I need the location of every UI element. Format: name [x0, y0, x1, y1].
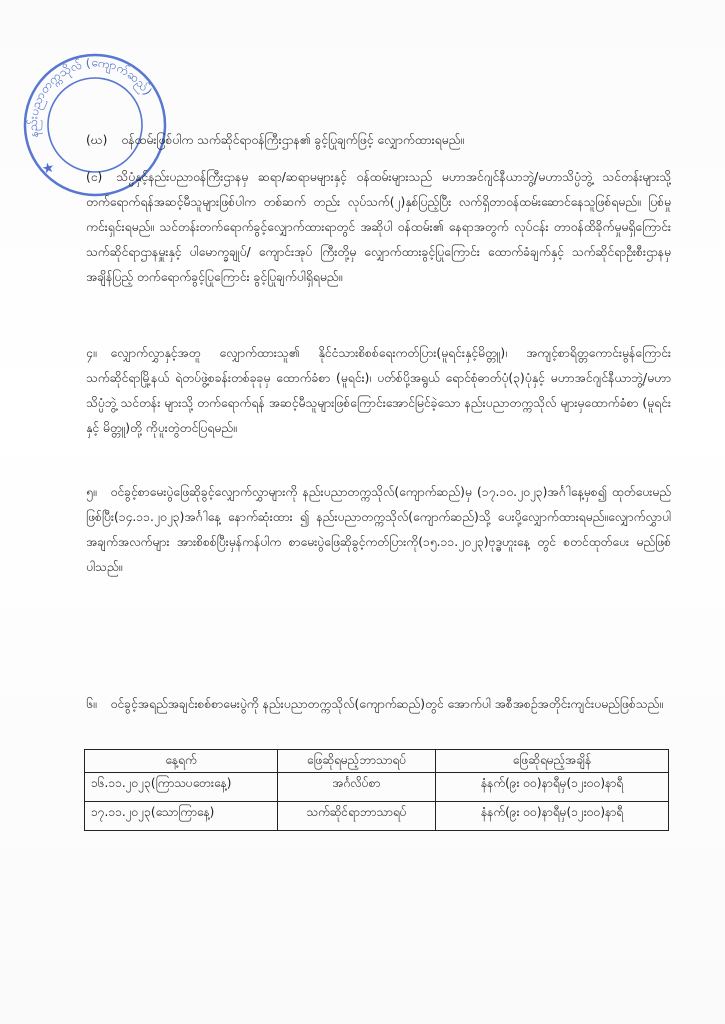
- paragraph-text: လျှောက်လွှာနှင့်အတူ လျှောက်ထားသူ၏ နိုင်ငံသားစိစစ်ရေးကတ်ပြား(မူရင်းနှင့်မိတ္တူ)၊ အကျင့်စာရိတ္တကောင်းမွန်ကြောင်း သက်ဆိုင်ရာမြို့နယ် ရဲတပ်ဖွဲ့စခန်းတစ်ခုခုမှ ထောက်ခံစာ (မူရင်း)၊ ပတ်စ်ပို့အရွယ် ရောင်စုံဓာတ်ပုံ(၃)ပုံနှင့် မဟာအင်ဂျင်နီယာဘွဲ့/မဟာသိပ္ပံဘွဲ့ သင်တန်း များသို့ တက်ရောက်ရန် အဆင့်မီသူများဖြစ်ကြောင်းအောင်မြင်ခဲ့သော နည်းပညာတက္ကသိုလ် များမှထောက်ခံစာ (မူရင်းနှင့် မိတ္တူ)တို့ ကိုပူးတွဲတင်ပြရမည်။: [86, 346, 671, 435]
- paragraph-number: ၄။: [86, 346, 97, 360]
- cell-date: ၁၇.၁၁.၂၀၂၃(သောကြာနေ့): [85, 802, 278, 831]
- header-subject: ဖြေဆိုရမည့်ဘာသာရပ်: [278, 750, 436, 773]
- svg-text:နည်းပညာတက္ကသိုလ် (ကျောက်ဆည်): နည်းပညာတက္ကသိုလ် (ကျောက်ဆည်): [25, 54, 155, 139]
- exam-schedule-table: [84, 749, 669, 831]
- paragraph-text: ဝင်ခွင့်စာမေးပွဲဖြေဆိုခွင့်လျှောက်လွှာများကို နည်းပညာတက္ကသိုလ်(ကျောက်ဆည်)မှ (၁၇.၁၀.၂၀၂၃)အင်္ဂါနေ့မှစ၍ ထုတ်ပေးမည်ဖြစ်ပြီး(၁၄.၁၁.၂၀၂၃)အင်္ဂါနေ့ နောက်ဆုံးထား ၍ နည်းပညာတက္ကသိုလ်(ကျောက်ဆည်)သို့ ပေးပို့လျှောက်ထားရမည်။လျှောက်လွှာပါ အချက်အလက်များ အားစိစစ်ပြီးမှန်ကန်ပါက စာမေးပွဲဖြေဆိုခွင့်ကတ်ပြားကို(၁၅.၁၁.၂၀၂၃)ဗုဒ္ဓဟူးနေ့ တွင် စတင်ထုတ်ပေး မည်ဖြစ်ပါသည်။: [86, 485, 671, 574]
- table-header-row: [85, 750, 669, 773]
- paragraph-6: [86, 692, 671, 717]
- paragraph-5: [86, 480, 671, 580]
- paragraph-text: ဝန်ထမ်းဖြစ်ပါက သက်ဆိုင်ရာဝန်ကြီးဌာန၏ ခွင့်ပြုချက်ဖြင့် လျှောက်ထားရမည်။: [121, 133, 465, 147]
- cell-time: နံနက်(၉း ၀၀)နာရီမှ(၁၂း၀၀)နာရီ: [436, 802, 669, 831]
- paragraph-text: သိပ္ပံနှင့်နည်းပညာဝန်ကြီးဌာနမှ ဆရာ/ဆရာမများနှင့် ဝန်ထမ်းများသည် မဟာအင်ဂျင်နီယာဘွဲ့/မဟာသိပ္ပံဘွဲ့ သင်တန်းများသို့ တက်ရောက်ရန်အဆင့်မီသူများဖြစ်ပါက တစ်ဆက် တည်း လုပ်သက်(၂)နှစ်ပြည့်ပြီး လက်ရှိတာဝန်ထမ်းဆောင်နေသူဖြစ်ရမည်။ ပြစ်မှုကင်းရှင်းရမည်။ သင်တန်းတက်ရောက်ခွင့်လျှောက်ထားရာတွင် အဆိုပါ ဝန်ထမ်း၏ နေရာအတွက် လုပ်ငန်း တာဝန်ထိခိုက်မှုမရှိကြောင်း သက်ဆိုင်ရာဌာနမှူးနှင့် ပါမောက္ခချုပ်/ ကျောင်းအုပ် ကြီးတို့မှ လျှောက်ထားခွင့်ပြုကြောင်း ထောက်ခံချက်နှင့် သက်ဆိုင်ရာဦးစီးဌာနမှ အချိန်ပြည့် တက်ရောက်ခွင့်ပြုကြောင်း ခွင့်ပြုချက်ပါရှိရမည်။: [86, 170, 671, 284]
- table-row: [85, 773, 669, 802]
- cell-time: နံနက်(၉း ၀၀)နာရီမှ(၁၂း၀၀)နာရီ: [436, 773, 669, 802]
- header-date: နေ့ရက်: [85, 750, 278, 773]
- paragraph-text: ဝင်ခွင့်အရည်အချင်းစစ်စာမေးပွဲကို နည်းပညာတက္ကသိုလ်(ကျောက်ဆည်)တွင် အောက်ပါ အစီအစဉ်အတိုင်းကျင်းပမည်ဖြစ်သည်။: [110, 697, 663, 711]
- header-time: ဖြေဆိုရမည့်အချိန်: [436, 750, 669, 773]
- cell-date: ၁၆.၁၁.၂၀၂၃(ကြာသပတေးနေ့): [85, 773, 278, 802]
- svg-text:★: ★: [40, 159, 57, 178]
- paragraph-number: ၅။: [86, 485, 97, 499]
- paragraph-nga: [86, 165, 671, 290]
- table-row: [85, 802, 669, 831]
- paragraph-4: [86, 341, 671, 441]
- paragraph-number: (င): [86, 170, 103, 184]
- cell-subject: အင်္ဂလိပ်စာ: [278, 773, 436, 802]
- paragraph-number: (ဃ): [86, 133, 108, 147]
- paragraph-gha: [86, 128, 671, 153]
- paragraph-number: ၆။: [86, 697, 97, 711]
- cell-subject: သက်ဆိုင်ရာဘာသာရပ်: [278, 802, 436, 831]
